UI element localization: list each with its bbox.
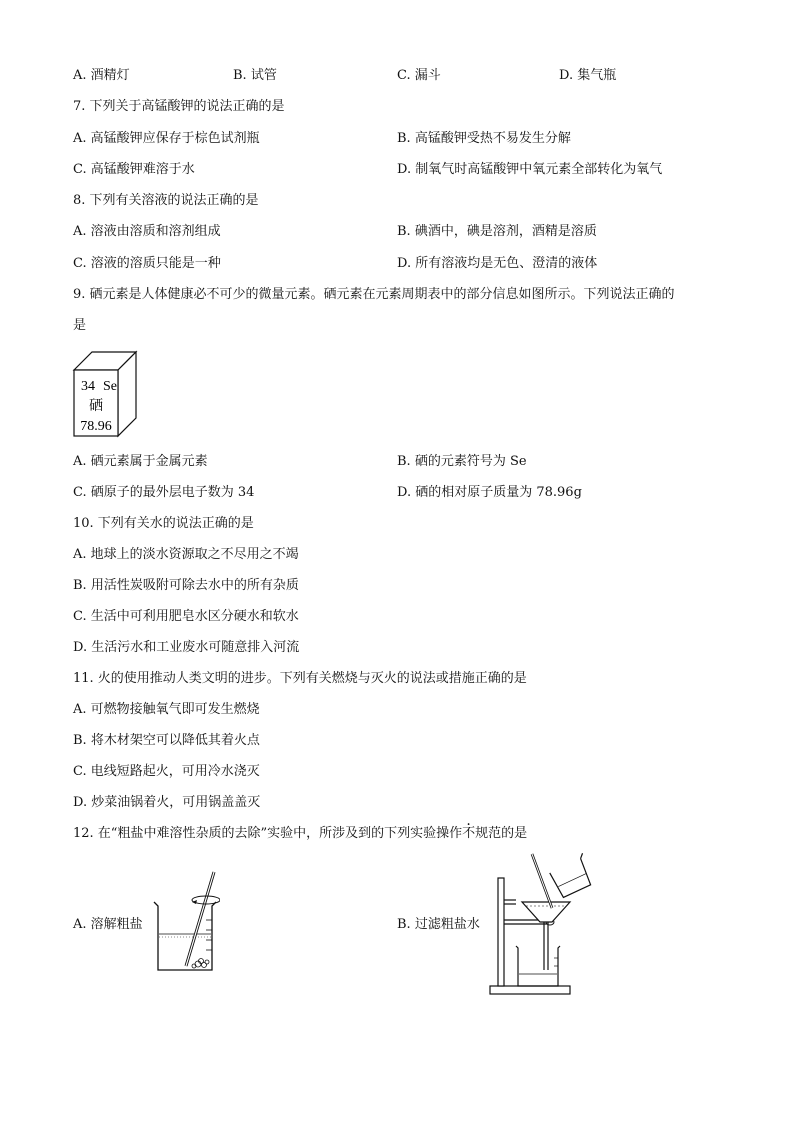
- q8-option-d: D. 所有溶液均是无色、澄清的液体: [397, 256, 598, 271]
- q12-stem-before: 12. 在“粗盐中难溶性杂质的去除”实验中，所涉及到的下列实验操作: [73, 826, 463, 841]
- q9-stem-line1: 9. 硒元素是人体健康必不可少的微量元素。硒元素在元素周期表中的部分信息如图所示。下列说法正确的: [73, 287, 675, 302]
- q6-option-c: C. 漏斗: [397, 68, 441, 83]
- element-mass: 78.96: [80, 419, 112, 434]
- q12-stem-after: 的是: [501, 826, 528, 841]
- q11-option-c: C. 电线短路起火，可用冷水浇灭: [73, 764, 260, 779]
- q7-stem: 7. 下列关于高锰酸钾的说法正确的是: [73, 99, 285, 114]
- q7-option-a: A. 高锰酸钾应保存于棕色试剂瓶: [73, 131, 260, 146]
- q10-option-c: C. 生活中可利用肥皂水区分硬水和软水: [73, 609, 299, 624]
- filtration-apparatus-figure: [484, 850, 594, 998]
- q6-option-a: A. 酒精灯: [73, 68, 130, 83]
- q11-stem: 11. 火的使用推动人类文明的进步。下列有关燃烧与灭火的说法或措施正确的是: [73, 671, 527, 686]
- q7-option-c: C. 高锰酸钾难溶于水: [73, 162, 195, 177]
- q9-option-a: A. 硒元素属于金属元素: [73, 454, 208, 469]
- q8-option-c: C. 溶液的溶质只能是一种: [73, 256, 221, 271]
- q7-option-b: B. 高锰酸钾受热不易发生分解: [397, 131, 571, 146]
- element-name: 硒: [89, 399, 103, 414]
- q10-option-a: A. 地球上的淡水资源取之不尽用之不竭: [73, 547, 299, 562]
- q11-option-d: D. 炒菜油锅着火，可用锅盖盖灭: [73, 795, 261, 810]
- element-symbol: Se: [103, 379, 117, 394]
- q12-stem-emphasis-2: 规范: [475, 826, 502, 841]
- q9-option-c: C. 硒原子的最外层电子数为 34: [73, 485, 255, 500]
- q8-stem: 8. 下列有关溶液的说法正确的是: [73, 193, 259, 208]
- q11-option-b: B. 将木材架空可以降低其着火点: [73, 733, 260, 748]
- q12-stem-emphasis: 不: [462, 826, 476, 841]
- q6-option-d: D. 集气瓶: [559, 68, 617, 83]
- q10-option-b: B. 用活性炭吸附可除去水中的所有杂质: [73, 578, 299, 593]
- dissolving-beaker-figure: [148, 870, 220, 980]
- q10-option-d: D. 生活污水和工业废水可随意排入河流: [73, 640, 300, 655]
- q8-option-b: B. 碘酒中，碘是溶剂，酒精是溶质: [397, 224, 597, 239]
- element-number: 34: [81, 379, 95, 394]
- q11-option-a: A. 可燃物接触氧气即可发生燃烧: [73, 702, 260, 717]
- q9-stem-line2: 是: [73, 318, 87, 333]
- q7-option-d: D. 制氧气时高锰酸钾中氧元素全部转化为氧气: [397, 162, 663, 177]
- q10-stem: 10. 下列有关水的说法正确的是: [73, 516, 254, 531]
- q12-stem: [73, 826, 527, 842]
- q8-option-a: A. 溶液由溶质和溶剂组成: [73, 224, 221, 239]
- q12-option-b: B. 过滤粗盐水: [397, 917, 480, 932]
- q6-option-b: B. 试管: [233, 68, 277, 83]
- q9-option-b: B. 硒的元素符号为 Se: [397, 454, 527, 469]
- element-card-selenium: [70, 348, 140, 440]
- q12-option-a: A. 溶解粗盐: [73, 917, 143, 932]
- q9-option-d: D. 硒的相对原子质量为 78.96g: [397, 485, 582, 500]
